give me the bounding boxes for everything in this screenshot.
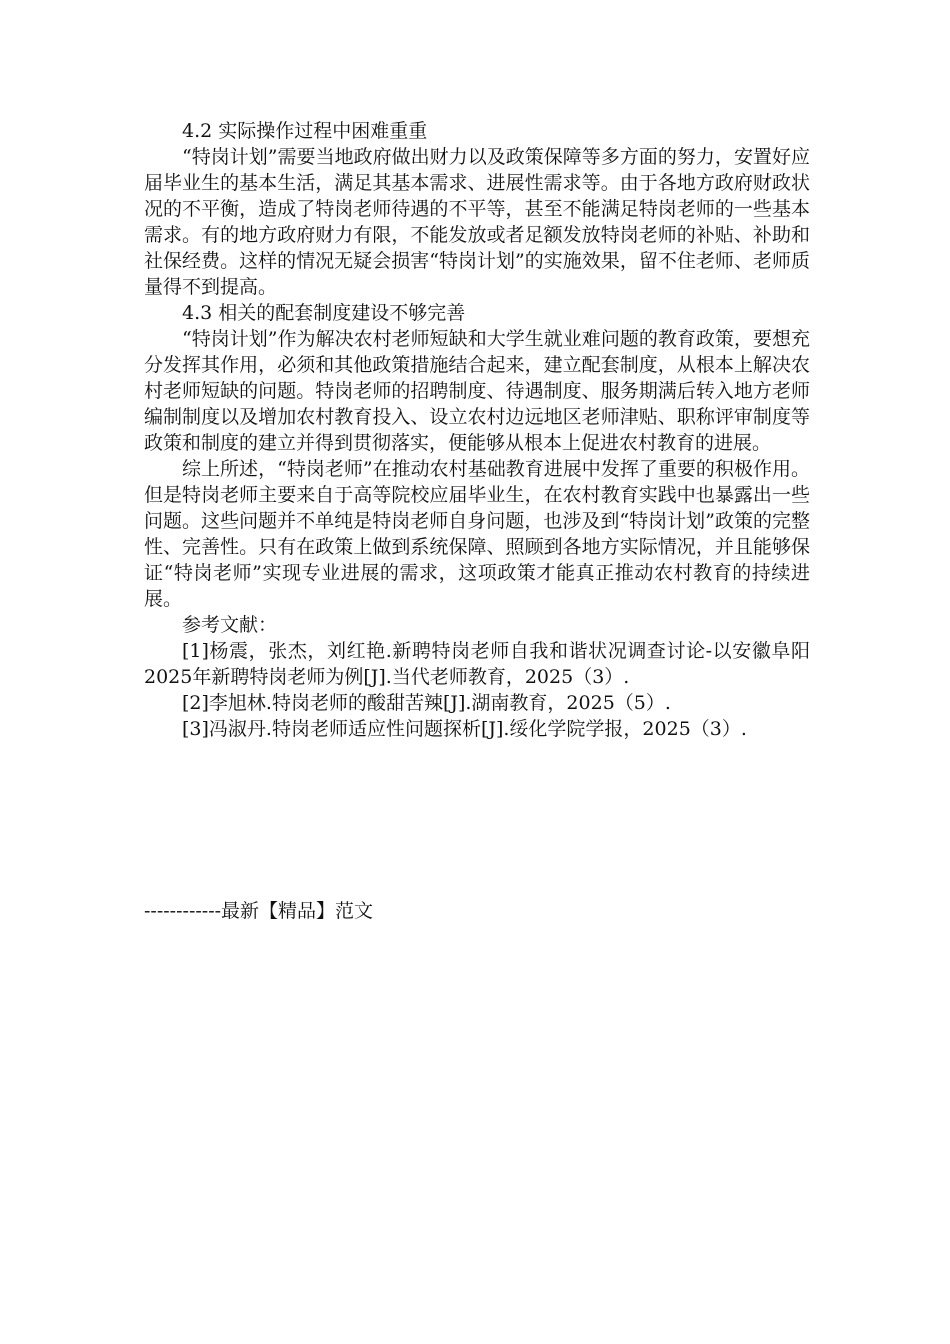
paragraph: 综上所述，“特岗老师”在推动农村基础教育进展中发挥了重要的积极作用。但是特岗老师主要来自于高等院校应届毕业生，在农村教育实践中也暴露出一些问题。这些问题并不单纯是特岗老师自身问题，也涉及到“特岗计划”政策的完整性、完善性。只有在政策上做到系统保障、照顾到各地方实际情况，并且能够保证“特岗老师”实现专业进展的需求，这项政策才能真正推动农村教育的持续进展。	[144, 458, 810, 610]
paragraph: “特岗计划”作为解决农村老师短缺和大学生就业难问题的教育政策，要想充分发挥其作用，必须和其他政策措施结合起来，建立配套制度，从根本上解决农村老师短缺的问题。特岗老师的招聘制度、待遇制度、服务期满后转入地方老师编制制度以及增加农村教育投入、设立农村边远地区老师津贴、职称评审制度等政策和制度的建立并得到贯彻落实，便能够从根本上促进农村教育的进展。	[144, 328, 810, 454]
reference-item: [3]冯淑丹.特岗老师适应性问题探析[J].绥化学院学报，2025（3）.	[182, 718, 747, 740]
footer-text: ------------最新【精品】范文	[144, 900, 374, 922]
reference-item: [2]李旭林.特岗老师的酸甜苦辣[J].湖南教育，2025（5）.	[182, 692, 671, 714]
document-body	[144, 118, 810, 742]
paragraph: “特岗计划”需要当地政府做出财力以及政策保障等多方面的努力，安置好应届毕业生的基本生活，满足其基本需求、进展性需求等。由于各地方政府财政状况的不平衡，造成了特岗老师待遇的不平等，甚至不能满足特岗老师的一些基本需求。有的地方政府财力有限，不能发放或者足额发放特岗老师的补贴、补助和社保经费。这样的情况无疑会损害“特岗计划”的实施效果，留不住老师、老师质量得不到提高。	[144, 146, 810, 298]
references-title: 参考文献：	[182, 614, 278, 636]
section-heading: 4.3 相关的配套制度建设不够完善	[182, 302, 466, 324]
reference-item: [1]杨震，张杰，刘红艳.新聘特岗老师自我和谐状况调查讨论-以安徽阜阳2025年新聘特岗老师为例[J].当代老师教育，2025（3）.	[144, 640, 810, 688]
section-heading: 4.2 实际操作过程中困难重重	[182, 120, 428, 142]
